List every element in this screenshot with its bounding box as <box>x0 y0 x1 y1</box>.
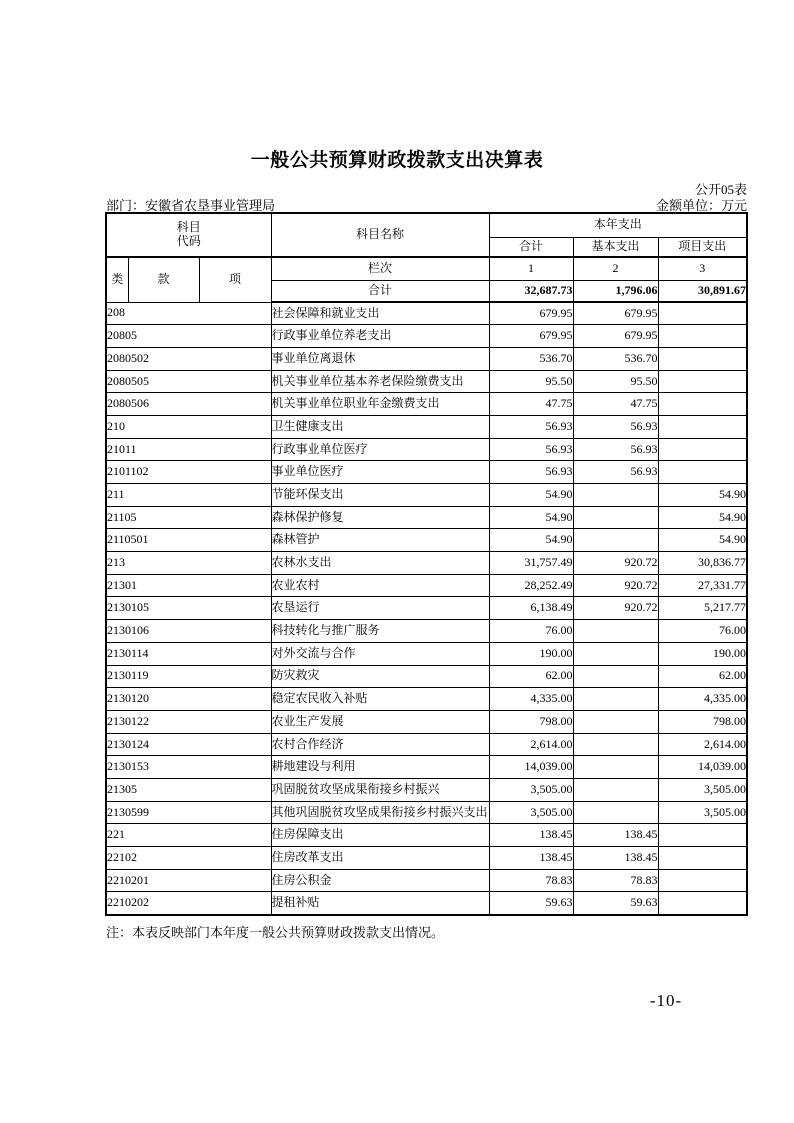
table-row <box>106 778 747 801</box>
cell-total: 138.45 <box>489 847 573 870</box>
cell-subject-name: 耕地建设与利用 <box>271 756 489 779</box>
cell-project: 798.00 <box>658 710 747 733</box>
cell-subject-name: 行政事业单位医疗 <box>271 438 489 461</box>
subject-code-line2: 代码 <box>176 234 201 248</box>
cell-total: 54.90 <box>489 484 573 507</box>
cell-total: 76.00 <box>489 620 573 643</box>
cell-project <box>658 847 747 870</box>
cell-total: 3,505.00 <box>489 778 573 801</box>
cell-total: 54.90 <box>489 506 573 529</box>
table-row <box>106 642 747 665</box>
page-number: -10- <box>649 991 683 1010</box>
cell-project: 2,614.00 <box>658 733 747 756</box>
cell-subject-name: 农业生产发展 <box>271 710 489 733</box>
cell-total: 6,138.49 <box>489 597 573 620</box>
table-row <box>106 597 747 620</box>
cell-total: 47.75 <box>489 393 573 416</box>
table-row <box>106 529 747 552</box>
cell-subject-code: 20805 <box>106 325 271 348</box>
cell-basic <box>573 642 658 665</box>
cell-total: 95.50 <box>489 370 573 393</box>
cell-total: 679.95 <box>489 302 573 325</box>
cell-subject-name: 事业单位医疗 <box>271 461 489 484</box>
table-row <box>106 506 747 529</box>
cell-subject-name: 森林管护 <box>271 529 489 552</box>
cell-subject-name: 节能环保支出 <box>271 484 489 507</box>
cell-basic: 56.93 <box>573 415 658 438</box>
cell-subject-name: 住房保障支出 <box>271 824 489 847</box>
header-current-year: 本年支出 <box>489 213 747 237</box>
table-row <box>106 438 747 461</box>
table-row <box>106 325 747 348</box>
cell-subject-code: 2080506 <box>106 393 271 416</box>
cell-project: 54.90 <box>658 506 747 529</box>
cell-total: 3,505.00 <box>489 801 573 824</box>
cell-basic <box>573 710 658 733</box>
cell-subject-name: 农村合作经济 <box>271 733 489 756</box>
cell-subject-code: 2130122 <box>106 710 271 733</box>
cell-subject-name: 农垦运行 <box>271 597 489 620</box>
cell-subject-name: 农林水支出 <box>271 552 489 575</box>
cell-basic <box>573 778 658 801</box>
cell-subject-code: 2101102 <box>106 461 271 484</box>
cell-total: 56.93 <box>489 461 573 484</box>
cell-total: 138.45 <box>489 824 573 847</box>
table-row <box>106 756 747 779</box>
page-title: 一般公共预算财政拨款支出决算表 <box>250 150 544 171</box>
cell-project <box>658 824 747 847</box>
cell-basic <box>573 665 658 688</box>
cell-total: 28,252.49 <box>489 574 573 597</box>
cell-subject-code: 21011 <box>106 438 271 461</box>
cell-basic: 138.45 <box>573 824 658 847</box>
cell-project: 54.90 <box>658 529 747 552</box>
cell-project: 54.90 <box>658 484 747 507</box>
cell-basic <box>573 484 658 507</box>
unit-label: 金额单位：万元 <box>655 198 747 213</box>
department-label: 部门：安徽省农垦事业管理局 <box>106 198 276 213</box>
table-row <box>106 847 747 870</box>
cell-project <box>658 461 747 484</box>
table-row <box>106 710 747 733</box>
table-row <box>106 620 747 643</box>
cell-project: 27,331.77 <box>658 574 747 597</box>
cell-project <box>658 370 747 393</box>
cell-subject-code: 2130599 <box>106 801 271 824</box>
cell-subject-code: 22102 <box>106 847 271 870</box>
budget-table <box>105 212 748 916</box>
cell-subject-code: 2130106 <box>106 620 271 643</box>
cell-subject-name: 其他巩固脱贫攻坚成果衔接乡村振兴支出 <box>271 801 489 824</box>
header-subject-name: 科目名称 <box>271 213 489 257</box>
cell-project <box>658 325 747 348</box>
cell-subject-name: 提租补贴 <box>271 892 489 915</box>
cell-total: 59.63 <box>489 892 573 915</box>
header-code-section: 款 <box>128 257 199 302</box>
header-code-class: 类 <box>106 257 128 302</box>
table-row <box>106 393 747 416</box>
cell-subject-code: 2130124 <box>106 733 271 756</box>
cell-basic: 47.75 <box>573 393 658 416</box>
cell-project: 14,039.00 <box>658 756 747 779</box>
cell-basic: 679.95 <box>573 325 658 348</box>
cell-subject-name: 行政事业单位养老支出 <box>271 325 489 348</box>
table-row <box>106 461 747 484</box>
cell-subject-name: 防灾救灾 <box>271 665 489 688</box>
table-row <box>106 665 747 688</box>
table-row <box>106 824 747 847</box>
cell-total: 4,335.00 <box>489 688 573 711</box>
cell-basic <box>573 506 658 529</box>
cell-subject-name: 稳定农民收入补贴 <box>271 688 489 711</box>
cell-subject-name: 农业农村 <box>271 574 489 597</box>
table-row <box>106 370 747 393</box>
cell-subject-name: 卫生健康支出 <box>271 415 489 438</box>
table-code-label: 公开05表 <box>694 182 747 197</box>
cell-project: 5,217.77 <box>658 597 747 620</box>
cell-basic: 56.93 <box>573 461 658 484</box>
table-body <box>106 302 747 915</box>
cell-total: 798.00 <box>489 710 573 733</box>
cell-subject-name: 科技转化与推广服务 <box>271 620 489 643</box>
cell-basic <box>573 688 658 711</box>
grand-total-project: 30,891.67 <box>658 280 747 302</box>
cell-basic: 920.72 <box>573 597 658 620</box>
cell-project <box>658 393 747 416</box>
table-row <box>106 892 747 915</box>
cell-subject-name: 森林保护修复 <box>271 506 489 529</box>
cell-basic <box>573 529 658 552</box>
cell-basic <box>573 620 658 643</box>
table-row <box>106 415 747 438</box>
cell-subject-code: 2130119 <box>106 665 271 688</box>
cell-project: 76.00 <box>658 620 747 643</box>
cell-subject-code: 2130120 <box>106 688 271 711</box>
subject-code-line1: 科目 <box>176 220 201 235</box>
cell-basic: 679.95 <box>573 302 658 325</box>
grand-total-basic: 1,796.06 <box>573 280 658 302</box>
cell-total: 56.93 <box>489 415 573 438</box>
cell-project: 62.00 <box>658 665 747 688</box>
header-col-project: 项目支出 <box>658 237 747 257</box>
cell-project <box>658 302 747 325</box>
cell-subject-code: 211 <box>106 484 271 507</box>
cell-basic: 920.72 <box>573 574 658 597</box>
cell-subject-name: 机关事业单位基本养老保险缴费支出 <box>271 370 489 393</box>
table-row <box>106 688 747 711</box>
cell-total: 2,614.00 <box>489 733 573 756</box>
header-column-index-label: 栏次 <box>271 257 489 280</box>
cell-total: 78.83 <box>489 869 573 892</box>
header-column-number-1: 1 <box>489 257 573 280</box>
cell-subject-code: 221 <box>106 824 271 847</box>
header-row-1 <box>106 213 747 237</box>
header-code-item: 项 <box>199 257 271 302</box>
cell-subject-code: 213 <box>106 552 271 575</box>
cell-project <box>658 347 747 370</box>
cell-basic: 920.72 <box>573 552 658 575</box>
cell-basic: 138.45 <box>573 847 658 870</box>
table-row <box>106 484 747 507</box>
header-column-number-2: 2 <box>573 257 658 280</box>
cell-subject-name: 住房公积金 <box>271 869 489 892</box>
table-note: 注：本表反映部门本年度一般公共预算财政拨款支出情况。 <box>106 925 445 940</box>
header-col-basic: 基本支出 <box>573 237 658 257</box>
cell-basic: 536.70 <box>573 347 658 370</box>
grand-total-total: 32,687.73 <box>489 280 573 302</box>
cell-basic: 59.63 <box>573 892 658 915</box>
cell-subject-code: 208 <box>106 302 271 325</box>
cell-subject-code: 2210202 <box>106 892 271 915</box>
cell-project: 4,335.00 <box>658 688 747 711</box>
cell-subject-name: 社会保障和就业支出 <box>271 302 489 325</box>
cell-project: 3,505.00 <box>658 778 747 801</box>
table-row <box>106 552 747 575</box>
header-row-3 <box>106 257 747 280</box>
table-row <box>106 574 747 597</box>
cell-subject-code: 21305 <box>106 778 271 801</box>
cell-subject-code: 210 <box>106 415 271 438</box>
cell-project: 30,836.77 <box>658 552 747 575</box>
cell-basic <box>573 801 658 824</box>
cell-subject-code: 2130105 <box>106 597 271 620</box>
cell-basic: 56.93 <box>573 438 658 461</box>
cell-subject-code: 21301 <box>106 574 271 597</box>
cell-total: 54.90 <box>489 529 573 552</box>
cell-subject-code: 21105 <box>106 506 271 529</box>
cell-total: 190.00 <box>489 642 573 665</box>
cell-total: 679.95 <box>489 325 573 348</box>
cell-basic: 78.83 <box>573 869 658 892</box>
cell-project <box>658 892 747 915</box>
cell-total: 56.93 <box>489 438 573 461</box>
table-row <box>106 801 747 824</box>
table-row <box>106 302 747 325</box>
cell-project <box>658 438 747 461</box>
table-row <box>106 733 747 756</box>
cell-project <box>658 415 747 438</box>
cell-basic <box>573 756 658 779</box>
cell-total: 536.70 <box>489 347 573 370</box>
cell-subject-code: 2080502 <box>106 347 271 370</box>
cell-subject-name: 对外交流与合作 <box>271 642 489 665</box>
cell-project <box>658 869 747 892</box>
header-column-number-3: 3 <box>658 257 747 280</box>
cell-basic: 95.50 <box>573 370 658 393</box>
cell-total: 62.00 <box>489 665 573 688</box>
header-col-total: 合计 <box>489 237 573 257</box>
table-header <box>106 213 747 302</box>
cell-subject-code: 2130153 <box>106 756 271 779</box>
cell-subject-code: 2130114 <box>106 642 271 665</box>
total-row-label: 合计 <box>271 280 489 302</box>
cell-subject-code: 2210201 <box>106 869 271 892</box>
cell-subject-name: 巩固脱贫攻坚成果衔接乡村振兴 <box>271 778 489 801</box>
cell-total: 14,039.00 <box>489 756 573 779</box>
cell-subject-name: 住房改革支出 <box>271 847 489 870</box>
cell-subject-name: 事业单位离退休 <box>271 347 489 370</box>
table-row <box>106 347 747 370</box>
header-subject-code <box>106 213 271 257</box>
cell-subject-name: 机关事业单位职业年金缴费支出 <box>271 393 489 416</box>
cell-subject-code: 2080505 <box>106 370 271 393</box>
cell-basic <box>573 733 658 756</box>
cell-subject-code: 2110501 <box>106 529 271 552</box>
cell-project: 190.00 <box>658 642 747 665</box>
table-row <box>106 869 747 892</box>
cell-project: 3,505.00 <box>658 801 747 824</box>
cell-total: 31,757.49 <box>489 552 573 575</box>
